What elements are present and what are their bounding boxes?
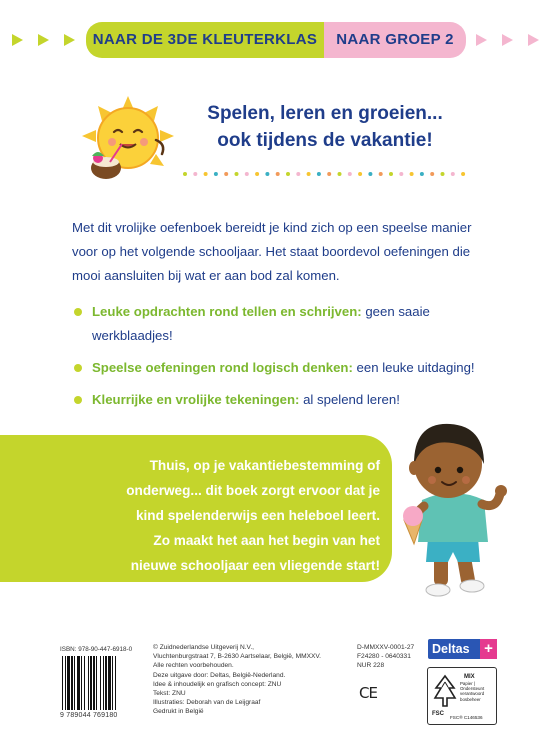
decorative-dot bbox=[255, 172, 259, 176]
code-line: F24280 - 0640331 bbox=[357, 653, 411, 661]
deltas-logo bbox=[428, 639, 497, 659]
triangle-decoration bbox=[38, 34, 49, 46]
feature-item bbox=[72, 388, 482, 412]
decorative-dot bbox=[245, 172, 249, 176]
top-banner bbox=[0, 22, 550, 58]
bullet-dot bbox=[74, 396, 82, 404]
barcode-bar bbox=[96, 656, 97, 710]
code-line: NUR 228 bbox=[357, 662, 385, 670]
decorative-dot bbox=[368, 172, 372, 176]
decorative-dot bbox=[348, 172, 352, 176]
credit-line: Vluchtenburgstraat 7, B-2630 Aartselaar, België, MMXXV. bbox=[153, 653, 321, 661]
barcode-bar bbox=[65, 656, 66, 710]
barcode-bar bbox=[112, 656, 113, 710]
barcode-bar bbox=[71, 656, 73, 710]
decorative-dot bbox=[317, 172, 321, 176]
publisher-credits bbox=[153, 643, 321, 717]
fsc-label-text: FSC bbox=[432, 711, 444, 717]
bullet-dot bbox=[74, 364, 82, 372]
barcode-bar bbox=[67, 656, 70, 710]
decorative-dot bbox=[183, 172, 187, 176]
barcode-bar bbox=[93, 656, 95, 710]
fsc-subtext: Papier | Ondersteunt verantwoord bosbeheer bbox=[460, 681, 485, 702]
decorative-dot bbox=[193, 172, 197, 176]
feature-item bbox=[72, 356, 482, 380]
decorative-dot bbox=[327, 172, 331, 176]
deltas-logo-text: Deltas bbox=[432, 642, 470, 656]
headline-line: ook tijdens de vakantie! bbox=[217, 130, 433, 151]
panel-line: Zo maakt het aan het begin van het bbox=[153, 533, 380, 548]
credit-line: Alle rechten voorbehouden. bbox=[153, 662, 234, 670]
panel-line: Thuis, op je vakantiebestemming of bbox=[149, 458, 380, 473]
intro-paragraph: Met dit vrolijke oefenboek bereidt je kind zich op een speelse manier voor op het volgende schooljaar. Het staat boordevol oefeningen die mooi aansluiten bij wat er aan bod zal komen. bbox=[72, 220, 472, 283]
decorative-dot bbox=[420, 172, 424, 176]
barcode-bar bbox=[90, 656, 92, 710]
decorative-dot bbox=[338, 172, 342, 176]
credit-line: Idee & inhoudelijk en grafisch concept: ZNU bbox=[153, 680, 282, 688]
barcode-bar bbox=[77, 656, 80, 710]
code-line: D-MMXXV-0001-27 bbox=[357, 644, 415, 651]
decorative-dot bbox=[204, 172, 208, 176]
fsc-mix-text: MIX bbox=[464, 674, 475, 680]
grade-tab-netherlands: NAAR GROEP 2 bbox=[324, 22, 466, 58]
panel-line: kind spelenderwijs een heleboel leert. bbox=[135, 508, 380, 523]
triangle-decoration bbox=[476, 34, 487, 46]
barcode-bar bbox=[62, 656, 63, 710]
barcode-bar bbox=[105, 656, 107, 710]
feature-highlight: Leuke opdrachten rond tellen en schrijven: bbox=[92, 304, 362, 319]
child-illustration bbox=[398, 420, 510, 610]
decorative-dot bbox=[379, 172, 383, 176]
sun-illustration bbox=[78, 94, 180, 186]
barcode-bar bbox=[103, 656, 104, 710]
decorative-dot bbox=[441, 172, 445, 176]
plus-icon: + bbox=[480, 639, 497, 659]
feature-text: al spelend leren! bbox=[299, 392, 400, 407]
decorative-dot bbox=[235, 172, 239, 176]
decorative-dot bbox=[358, 172, 362, 176]
bullet-dot bbox=[74, 308, 82, 316]
decorative-dot bbox=[451, 172, 455, 176]
barcode-bar bbox=[74, 656, 75, 710]
decorative-dot bbox=[214, 172, 218, 176]
credit-line: Tekst: ZNU bbox=[153, 690, 186, 698]
decorative-dot bbox=[276, 172, 280, 176]
headline bbox=[180, 100, 470, 154]
grade-tab-belgium: NAAR DE 3DE KLEUTERKLAS bbox=[86, 22, 324, 58]
panel-line: onderweg... dit boek zorgt ervoor dat je bbox=[126, 483, 380, 498]
triangle-decoration bbox=[502, 34, 513, 46]
feature-list bbox=[72, 300, 482, 420]
credit-line: Illustraties: Deborah van de Leijgraaf bbox=[153, 699, 261, 707]
isbn-text: ISBN: 978-90-447-6918-0 bbox=[60, 646, 133, 653]
decorative-dot bbox=[296, 172, 300, 176]
decorative-dot bbox=[461, 172, 465, 176]
decorative-dot bbox=[286, 172, 290, 176]
barcode-bar bbox=[115, 656, 116, 710]
feature-item bbox=[72, 300, 482, 348]
barcode-bar bbox=[84, 656, 85, 710]
ce-mark: CE bbox=[359, 684, 377, 702]
feature-highlight: Speelse oefeningen rond logisch denken: bbox=[92, 360, 353, 375]
decorative-dot bbox=[265, 172, 269, 176]
decorative-dot bbox=[389, 172, 393, 176]
feature-text: geen saaie werkblaadjes! bbox=[92, 304, 430, 343]
product-codes bbox=[357, 643, 414, 671]
credit-line: © Zuidnederlandse Uitgeverij N.V., bbox=[153, 644, 255, 651]
decorative-dot bbox=[307, 172, 311, 176]
barcode-bar bbox=[88, 656, 89, 710]
decorative-dot bbox=[224, 172, 228, 176]
decorative-dot bbox=[430, 172, 434, 176]
feature-highlight: Kleurrijke en vrolijke tekeningen: bbox=[92, 392, 300, 407]
barcode-bar bbox=[108, 656, 111, 710]
barcode-bar bbox=[81, 656, 82, 710]
barcode-number: 9 789044 769180 bbox=[60, 712, 118, 719]
fsc-tree-icon bbox=[433, 674, 457, 708]
feature-text: een leuke uitdaging! bbox=[352, 360, 475, 375]
panel-text bbox=[80, 453, 380, 578]
fsc-code: FSC® C146536 bbox=[450, 715, 483, 720]
barcode-graphic bbox=[60, 656, 132, 712]
credit-line: Deze uitgave door: Deltas, België-Nederland. bbox=[153, 671, 286, 679]
triangle-decoration bbox=[528, 34, 539, 46]
decorative-dot bbox=[399, 172, 403, 176]
barcode-bar bbox=[100, 656, 101, 710]
decorative-dot-row bbox=[180, 171, 470, 177]
headline-line: Spelen, leren en groeien... bbox=[207, 103, 443, 124]
triangle-decoration bbox=[12, 34, 23, 46]
triangle-decoration bbox=[64, 34, 75, 46]
decorative-dot bbox=[410, 172, 414, 176]
credit-line: Gedrukt in België bbox=[153, 708, 204, 716]
panel-line: nieuwe schooljaar een vliegende start! bbox=[130, 558, 380, 573]
